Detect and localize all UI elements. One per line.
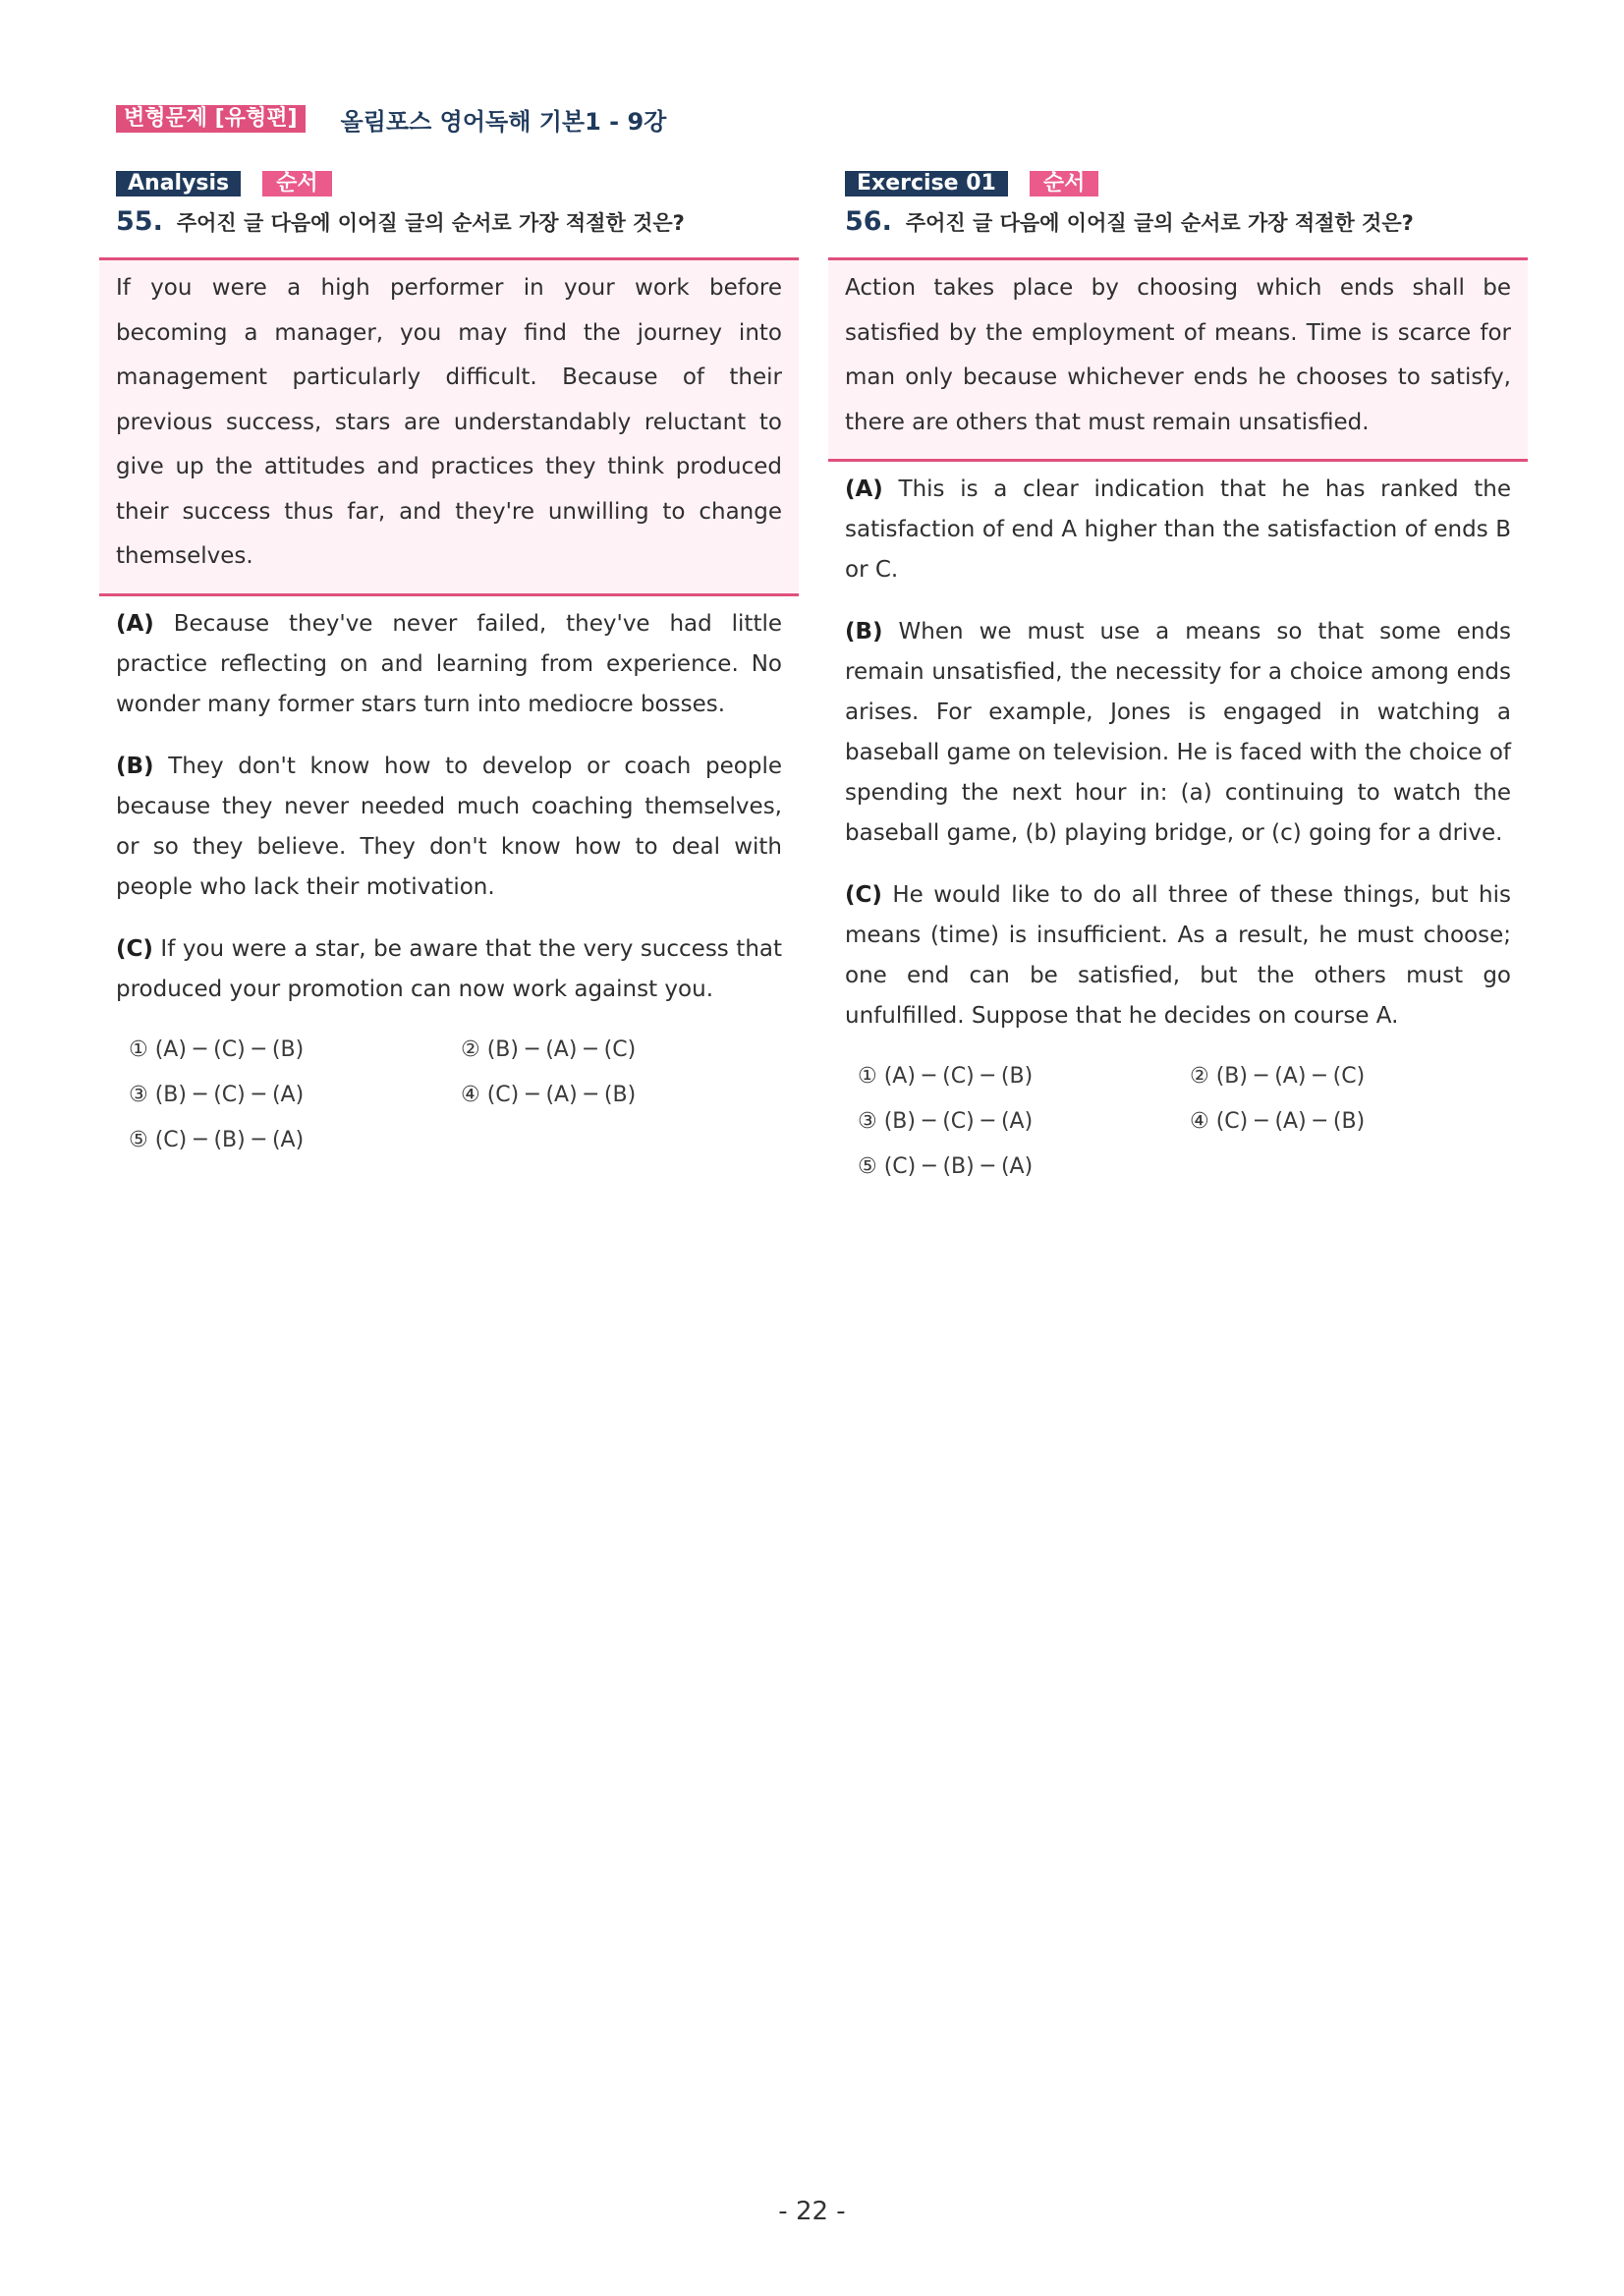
question-text: 주어진 글 다음에 이어질 글의 순서로 가장 적절한 것은? — [905, 211, 1414, 235]
header-tag: 변형문제 [유형편] — [116, 105, 306, 133]
choice-3[interactable]: ③ (B) ─ (C) ─ (A) — [858, 1109, 1034, 1134]
header-title: 올림포스 영어독해 기본1 - 9강 — [340, 107, 667, 136]
given-passage: Action takes place by choosing which ends shall be satisfied by the employment of means. Time is scarce for man only because whichever ends he chooses to satisfy, there are others that must remain unsatisfied. — [845, 275, 1511, 435]
part-label: (C) — [845, 882, 882, 908]
choice-5[interactable]: ⑤ (C) ─ (B) ─ (A) — [129, 1127, 305, 1152]
part-label: (B) — [845, 619, 883, 644]
answer-choices — [99, 1032, 799, 1159]
choice-3[interactable]: ③ (B) ─ (C) ─ (A) — [129, 1082, 305, 1107]
part-c — [116, 929, 782, 1010]
analysis-label: Analysis — [116, 171, 241, 196]
question-heading — [99, 206, 799, 240]
passage-parts — [828, 470, 1528, 1036]
part-label: (A) — [116, 610, 154, 637]
question-labels — [99, 171, 799, 196]
question-text: 주어진 글 다음에 이어질 글의 순서로 가장 적절한 것은? — [176, 211, 685, 235]
type-label: 순서 — [1030, 171, 1099, 196]
exercise-label: Exercise 01 — [845, 171, 1008, 196]
page-number: - 22 - — [778, 2197, 846, 2226]
choice-4[interactable]: ④ (C) ─ (A) ─ (B) — [1190, 1109, 1366, 1134]
question-number: 55. — [116, 206, 163, 237]
part-text: He would like to do all three of these things, but his means (time) is insufficient. As a result, he must choose; one end can be satisfied, but the others must go unfulfilled. Suppose that he decides on course A. — [845, 882, 1511, 1029]
part-text: This is a clear indication that he has ranked the satisfaction of end A higher than the satisfaction of ends B or C. — [845, 476, 1512, 583]
choice-2[interactable]: ② (B) ─ (A) ─ (C) — [461, 1036, 637, 1062]
part-a — [845, 470, 1511, 590]
part-c — [845, 875, 1511, 1036]
question-56-column — [828, 171, 1528, 1186]
part-b — [845, 612, 1511, 854]
question-number: 56. — [845, 206, 892, 237]
answer-choices — [828, 1058, 1528, 1186]
part-label: (A) — [845, 476, 883, 502]
choice-1[interactable]: ① (A) ─ (C) ─ (B) — [129, 1036, 305, 1062]
part-label: (C) — [116, 935, 153, 962]
choice-4[interactable]: ④ (C) ─ (A) ─ (B) — [461, 1082, 637, 1107]
part-text: Because they've never failed, they've had little practice reflecting on and learning from experience. No wonder many former stars turn into mediocre bosses. — [116, 610, 783, 717]
page-header — [116, 104, 666, 134]
question-55-column — [99, 171, 799, 1159]
question-labels — [828, 171, 1528, 196]
choice-1[interactable]: ① (A) ─ (C) ─ (B) — [858, 1064, 1034, 1089]
part-label: (B) — [116, 753, 154, 779]
given-passage-box — [828, 257, 1528, 462]
part-b — [116, 747, 782, 908]
passage-parts — [99, 604, 799, 1010]
given-passage: If you were a high performer in your work before becoming a manager, you may find the journey into management particularly difficult. Because of their previous success, stars are understandably reluctant to give up the attitudes and practices they think produced their success thus far, and they're unwilling to change themselves. — [116, 275, 782, 569]
given-passage-box — [99, 257, 799, 596]
choice-2[interactable]: ② (B) ─ (A) ─ (C) — [1190, 1064, 1366, 1089]
type-label: 순서 — [262, 171, 332, 196]
part-text: When we must use a means so that some ends remain unsatisfied, the necessity for a choice among ends arises. For example, Jones is engaged in watching a baseball game on television. He is faced with the choice of spending the next hour in: (a) continuing to watch the baseball game, (b) playing bridge, or (c) going for a drive. — [845, 619, 1511, 846]
part-text: If you were a star, be aware that the very success that produced your promotion can now work against you. — [116, 935, 783, 1002]
part-a — [116, 604, 782, 725]
choice-5[interactable]: ⑤ (C) ─ (B) ─ (A) — [858, 1154, 1034, 1179]
part-text: They don't know how to develop or coach people because they never needed much coaching themselves, or so they believe. They don't know how to deal with people who lack their motivation. — [116, 753, 782, 900]
question-heading — [828, 206, 1528, 240]
